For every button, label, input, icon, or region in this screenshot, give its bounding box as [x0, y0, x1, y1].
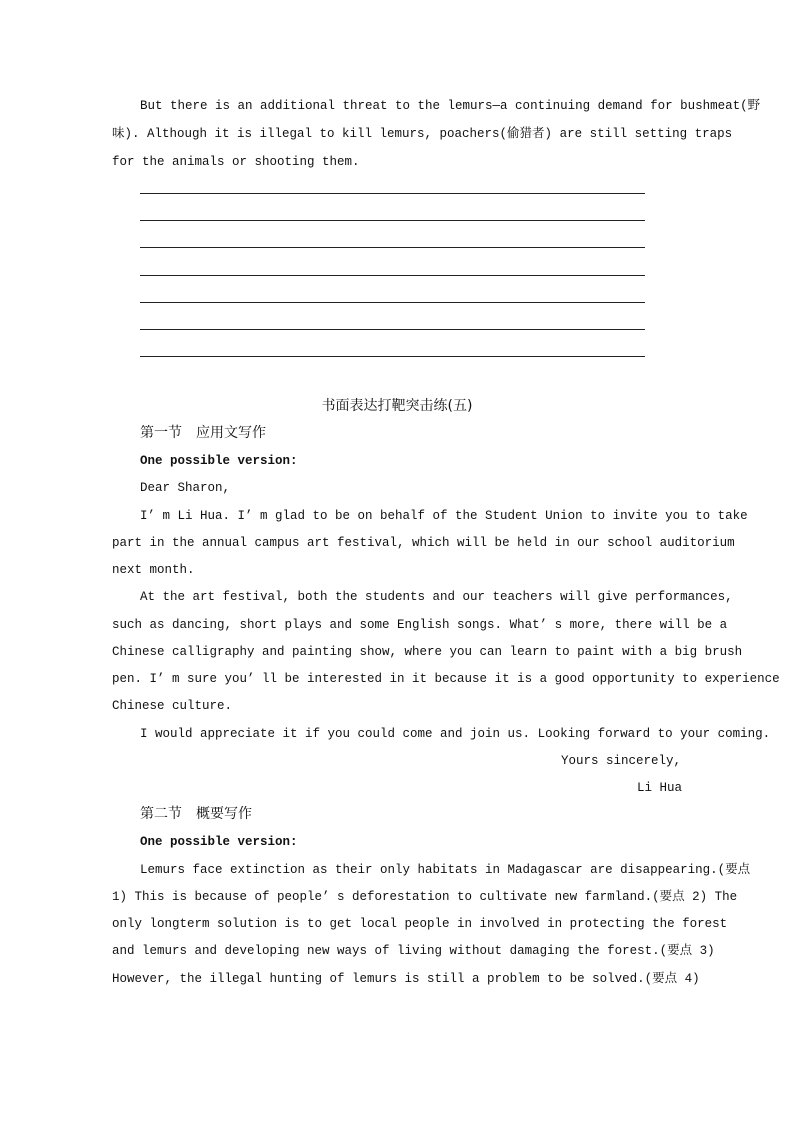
letter-line: part in the annual campus art festival, which will be held in our school auditorium: [112, 536, 735, 550]
letter-closing: Yours sincerely,: [561, 754, 682, 768]
writing-line: [140, 247, 645, 248]
letter-greeting: Dear Sharon,: [140, 481, 231, 495]
summary-line: only longterm solution is to get local people in involved in protecting the forest: [112, 917, 728, 931]
letter-line: Chinese culture.: [112, 699, 233, 713]
letter-signature: Li Hua: [637, 781, 683, 795]
writing-line: [140, 356, 645, 357]
section1-heading: 第一节 应用文写作: [140, 425, 266, 441]
passage-line-1: But there is an additional threat to the lemurs—a continuing demand for bushmeat(野: [140, 99, 761, 113]
letter-line: such as dancing, short plays and some English songs. What’ s more, there will be a: [112, 618, 728, 632]
writing-line: [140, 220, 645, 221]
writing-line: [140, 329, 645, 330]
letter-line: pen. I’ m sure you’ ll be interested in it because it is a good opportunity to experience: [112, 672, 780, 686]
writing-line: [140, 302, 645, 303]
letter-line: Chinese calligraphy and painting show, where you can learn to paint with a big brush: [112, 645, 743, 659]
answer-section-title: 书面表达打靶突击练(五): [321, 398, 473, 414]
letter-line: I would appreciate it if you could come and join us. Looking forward to your coming.: [140, 727, 771, 741]
letter-line: next month.: [112, 563, 195, 577]
passage-line-3: for the animals or shooting them.: [112, 155, 360, 169]
writing-line: [140, 193, 645, 194]
passage-line-2: 味). Although it is illegal to kill lemurs, poachers(偷猎者) are still setting traps: [112, 127, 733, 141]
section2-version-label: One possible version:: [140, 835, 298, 849]
summary-line: and lemurs and developing new ways of living without damaging the forest.(要点 3): [112, 944, 715, 958]
summary-line: However, the illegal hunting of lemurs is still a problem to be solved.(要点 4): [112, 972, 700, 986]
summary-line: 1) This is because of people’ s deforestation to cultivate new farmland.(要点 2) The: [112, 890, 738, 904]
summary-line: Lemurs face extinction as their only habitats in Madagascar are disappearing.(要点: [140, 863, 751, 877]
section1-version-label: One possible version:: [140, 454, 298, 468]
writing-line: [140, 275, 645, 276]
section2-heading: 第二节 概要写作: [140, 806, 252, 822]
letter-line: At the art festival, both the students and our teachers will give performances,: [140, 590, 733, 604]
letter-line: I’ m Li Hua. I’ m glad to be on behalf of the Student Union to invite you to take: [140, 509, 748, 523]
